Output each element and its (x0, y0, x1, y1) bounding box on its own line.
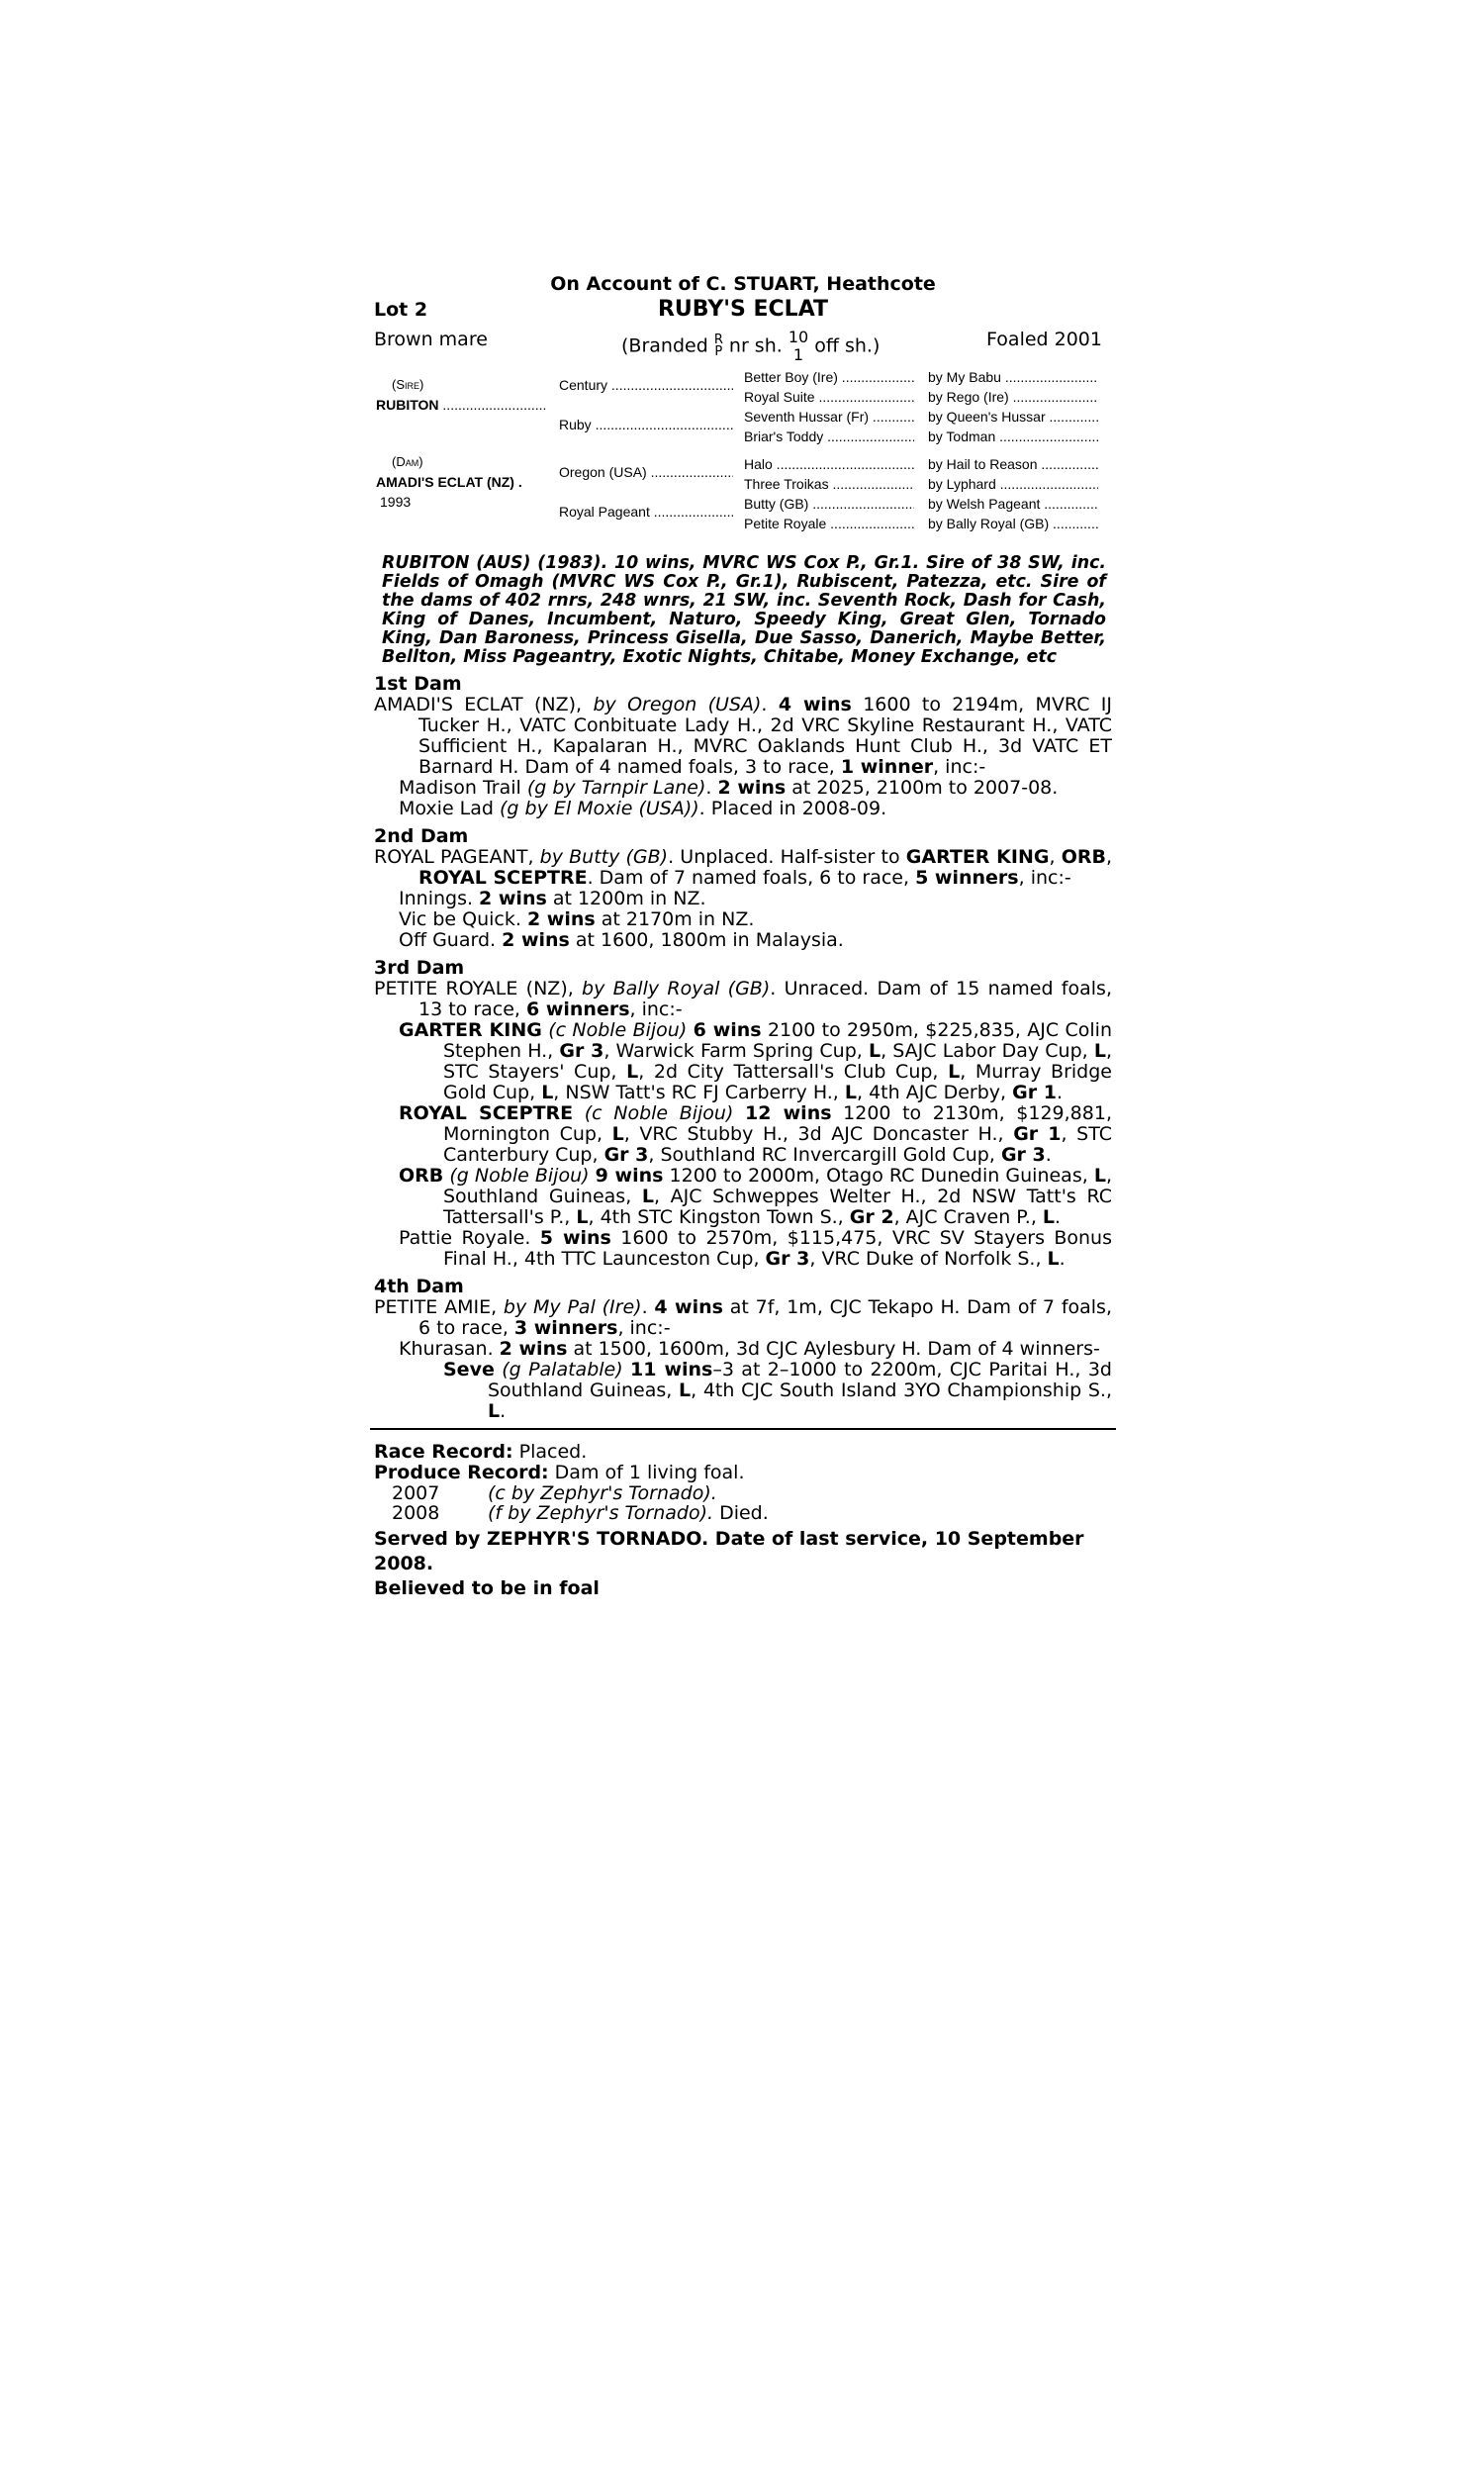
brand-number-top: 10 (788, 328, 809, 346)
second-dam-text: ROYAL PAGEANT, by Butty (GB). Unplaced. Half-sister to GARTER KING, ORB, ROYAL SCEPTRE. Dam of 7 named foals, 6 to race, 5 winners, inc:- (374, 846, 1112, 889)
dam-year: 1993 (380, 494, 412, 510)
catalogue-page (374, 271, 1112, 1601)
ped-g3-8: Petite Royale ..... (744, 515, 914, 532)
sex-colour: Brown mare (374, 329, 488, 350)
ped-g2-2: Ruby ..... (559, 416, 733, 433)
ped-g4-4: by Todman ..... (928, 428, 1098, 445)
brand-marks (621, 329, 880, 364)
fourth-dam-heading: 4th Dam (374, 1276, 464, 1297)
second-dam-progeny-3: Off Guard. 2 wins at 1600, 1800m in Malaysia. (399, 929, 844, 951)
brand-prefix: (Branded (621, 334, 708, 357)
ped-g2-1: Century ..... (559, 376, 733, 394)
ped-g3-2: Royal Suite ..... (744, 388, 914, 406)
ped-g3-5: Halo ..... (744, 455, 914, 473)
fourth-dam-khurasan: Khurasan. 2 wins at 1500, 1600m, 3d CJC Aylesbury H. Dam of 4 winners- (399, 1338, 1100, 1360)
brand-letter-p: P (714, 344, 723, 359)
pedigree-table (374, 366, 1112, 544)
third-dam-orb: ORB (g Noble Bijou) 9 wins 1200 to 2000m, Otago RC Dunedin Guineas, L, Southland Guineas, L, AJC Schweppes Welter H., 2d NSW Tatt's RC Tattersall's P., L, 4th STC Kingston Town S., Gr 2, AJC Craven P., L. (399, 1165, 1113, 1228)
brand-off-sh: off sh.) (814, 334, 881, 357)
third-dam-royal-sceptre: ROYAL SCEPTRE (c Noble Bijou) 12 wins 1200 to 2130m, $129,881, Mornington Cup, L, VRC Stubby H., 3d AJC Doncaster H., Gr 1, STC Canterbury Cup, Gr 3, Southland RC Invercargill Gold Cup, Gr 3. (399, 1102, 1112, 1166)
ped-g3-1: Better Boy (Ire) ..... (744, 368, 914, 386)
consignor: On Account of C. STUART, Heathcote (550, 273, 936, 295)
sire-name: RUBITON ..... (376, 396, 546, 414)
brand-numbers (788, 329, 808, 364)
section-divider (370, 1428, 1116, 1430)
ped-g4-7: by Welsh Pageant ..... (928, 495, 1098, 513)
produce-year: 2008 (392, 1502, 440, 1524)
produce-year: 2007 (392, 1482, 440, 1504)
ped-g3-4: Briar's Toddy ..... (744, 428, 914, 445)
lot-number: Lot 2 (374, 299, 428, 321)
ped-g4-3: by Queen's Hussar ..... (928, 408, 1098, 426)
third-dam-text: PETITE ROYALE (NZ), by Bally Royal (GB). Unraced. Dam of 15 named foals, 13 to race, 6 winners, inc:- (374, 978, 1112, 1020)
third-dam-heading: 3rd Dam (374, 957, 465, 979)
ped-g4-8: by Bally Royal (GB) ..... (928, 515, 1098, 532)
produce-line (374, 1483, 1112, 1503)
horse-name: RUBY'S ECLAT (657, 297, 829, 322)
description-row (374, 323, 1112, 362)
second-dam-heading: 2nd Dam (374, 825, 469, 847)
produce-line (374, 1503, 1112, 1523)
ped-g3-3: Seventh Hussar (Fr) ..... (744, 408, 914, 426)
third-dam-pattie-royale: Pattie Royale. 5 wins 1600 to 2570m, $115,475, VRC SV Stayers Bonus Final H., 4th TTC Launceston Cup, Gr 3, VRC Duke of Norfolk S., L. (399, 1227, 1112, 1270)
ped-g4-5: by Hail to Reason ..... (928, 455, 1098, 473)
sire-note: RUBITON (AUS) (1983). 10 wins, MVRC WS Cox P., Gr.1. Sire of 38 SW, inc. Fields of Omagh (MVRC WS Cox P., Gr.1), Rubiscent, Patezza, etc. Sire of the dams of 402 rnrs, 248 wnrs, 21 SW, inc. Seventh Rock, Dash for Cash, King of Danes, Incumbent, Naturo, Speedy King, Great Glen, Tornado King, Dan Baroness, Princess Gisella, Due Sasso, Danerich, Maybe Better, Bellton, Miss Pageantry, Exotic Nights, Chitabe, Money Exchange, etc (382, 553, 1106, 667)
first-dam-progeny-2: Moxie Lad (g by El Moxie (USA)). Placed in 2008-09. (399, 798, 887, 819)
brand-letters (714, 334, 723, 358)
served-by: Served by ZEPHYR'S TORNADO. Date of last service, 10 September 2008. (374, 1528, 1084, 1574)
in-foal-status: Believed to be in foal (374, 1577, 600, 1599)
brand-letter-r: R (713, 333, 723, 347)
lot-row (374, 297, 1112, 323)
ped-g4-6: by Lyphard ..... (928, 475, 1098, 493)
race-record: Race Record: Placed. (374, 1441, 588, 1463)
ped-g3-6: Three Troikas ..... (744, 475, 914, 493)
dam-name: AMADI'S ECLAT (NZ) . (376, 474, 522, 490)
first-dam-progeny-1: Madison Trail (g by Tarnpir Lane). 2 wins at 2025, 2100m to 2007-08. (399, 777, 1059, 799)
ped-g2-4: Royal Pageant ..... (559, 503, 733, 521)
dam-label: (Dam) (392, 454, 423, 469)
produce-desc: (f by Zephyr's Tornado). Died. (488, 1502, 769, 1524)
first-dam-text: AMADI'S ECLAT (NZ), by Oregon (USA). 4 wins 1600 to 2194m, MVRC IJ Tucker H., VATC Conbituate Lady H., 2d VRC Skyline Restaurant H., VATC Sufficient H., Kapalaran H., MVRC Oaklands Hunt Club H., 3d VATC ET Barnard H. Dam of 4 named foals, 3 to race, 1 winner, inc:- (374, 694, 1113, 778)
fourth-dam-text: PETITE AMIE, by My Pal (Ire). 4 wins at 7f, 1m, CJC Tekapo H. Dam of 7 foals, 6 to race, 3 winners, inc:- (374, 1296, 1112, 1339)
produce-desc: (c by Zephyr's Tornado). (488, 1482, 717, 1504)
ped-g4-2: by Rego (Ire) ..... (928, 388, 1098, 406)
foaled-year: Foaled 2001 (986, 329, 1102, 350)
first-dam-heading: 1st Dam (374, 673, 462, 695)
brand-number-bottom: 1 (792, 345, 804, 364)
fourth-dam-seve: Seve (g Palatable) 11 wins–3 at 2–1000 to 2200m, CJC Paritai H., 3d Southland Guineas, L, 4th CJC South Island 3YO Championship S., L. (443, 1359, 1112, 1422)
third-dam-garter-king: GARTER KING (c Noble Bijou) 6 wins 2100 to 2950m, $225,835, AJC Colin Stephen H., Gr 3, Warwick Farm Spring Cup, L, SAJC Labor Day Cup, L, STC Stayers' Cup, L, 2d City Tattersall's Club Cup, L, Murray Bridge Gold Cup, L, NSW Tatt's RC FJ Carberry H., L, 4th AJC Derby, Gr 1. (399, 1019, 1112, 1103)
ped-g2-3: Oregon (USA) ..... (559, 463, 733, 481)
sire-label: (Sire) (392, 377, 424, 392)
second-dam-progeny-1: Innings. 2 wins at 1200m in NZ. (399, 888, 706, 909)
ped-g4-1: by My Babu ..... (928, 368, 1098, 386)
second-dam-progeny-2: Vic be Quick. 2 wins at 2170m in NZ. (399, 908, 755, 930)
brand-nr-sh: nr sh. (728, 334, 783, 357)
produce-record: Produce Record: Dam of 1 living foal. (374, 1462, 745, 1483)
ped-g3-7: Butty (GB) ..... (744, 495, 914, 513)
